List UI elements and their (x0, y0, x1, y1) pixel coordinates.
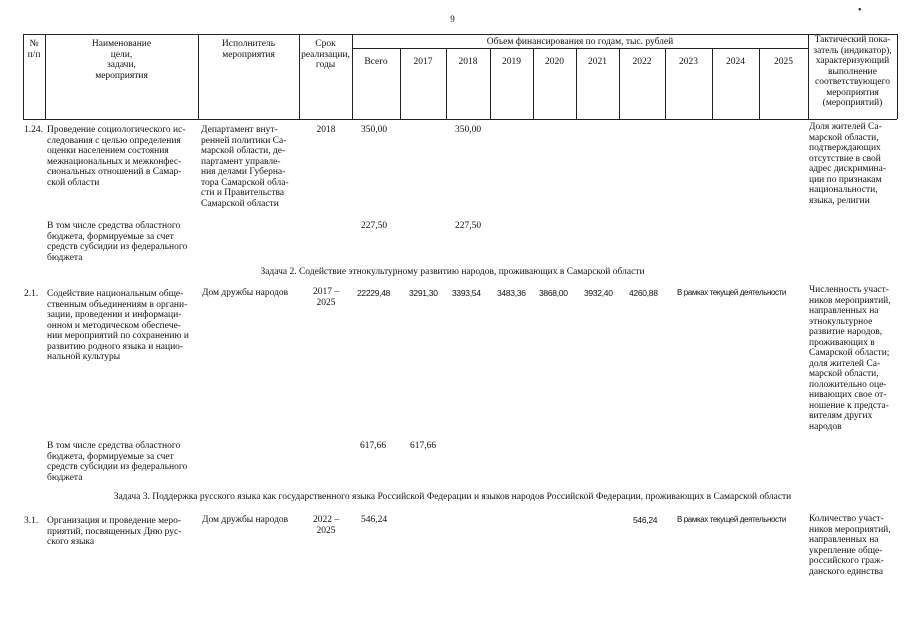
header-year-2018: 2018 (458, 57, 478, 67)
row-indicator: Численность участ- ников мероприятий, направленных на этнокультурное развитие народов, проживающих в Самарской области; доля жителей Са- марской области, положительно оце- нивающих свое от- ношение к предста- вителям других народов (809, 285, 891, 432)
row-number: 1.24. (24, 125, 43, 135)
header-year-2023: 2023 (679, 57, 698, 67)
row-value-2018: 350,00 (455, 125, 482, 135)
row-value-2020: 3868,00 (539, 288, 568, 298)
subrow-name: В том числе средства областного бюджета, формируемые за счет средств субсидии из федерального бюджета (47, 441, 188, 483)
page-number: 9 (450, 14, 455, 24)
row-indicator: Количество участ- ников мероприятий, направленных на укрепление обще- российского граж- данского единства (809, 514, 891, 577)
row-executor: Департамент внут- ренней политики Са- марской области, де- партамент управле- ния делами Губерна- тора Самарской обла- сти и Правительства Самарской области (201, 125, 289, 209)
header-year-2019: 2019 (502, 57, 521, 67)
header-year-2020: 2020 (545, 57, 564, 67)
task-heading: Задача 2. Содействие этнокультурному развитию народов, проживающих в Самарской области (260, 267, 645, 277)
task-heading: Задача 3. Поддержка русского языка как государственного языка Российской Федерации и языков народов Российской Федерации, проживающих в Самарской области (113, 492, 792, 502)
subrow-value-2017: 617,66 (410, 441, 437, 451)
header-year-2017: 2017 (413, 57, 433, 67)
header-volume: Объем финансирования по годам, тыс. рублей (486, 37, 674, 47)
header-year-2025: 2025 (774, 57, 793, 67)
row-current-activity: В рамках текущей деятельности (677, 288, 786, 297)
subrow-total: 227,50 (361, 221, 388, 231)
subrow-name: В том числе средства областного бюджета, формируемые за счет средств субсидии из федерального бюджета (47, 221, 188, 263)
header-year-2021: 2021 (588, 57, 607, 67)
header-total: Всего (364, 57, 388, 67)
header-name: Наименование цели, задачи, мероприятия (91, 39, 152, 81)
corner-mark: • (858, 5, 862, 16)
row-value-2022: 546,24 (633, 515, 658, 525)
row-executor: Дом дружбы народов (202, 288, 289, 298)
row-value-2017: 3291,30 (409, 288, 438, 298)
row-total: 22229,48 (357, 288, 391, 298)
header-year-2024: 2024 (726, 57, 745, 67)
row-name: Содействие национальным обще- ственным объединениям в органи- зации, проведении и информаци- онном и методическом обеспече- нии мероприятий по сохранению и развитию родного языка и нацио- нальной культуры (47, 289, 190, 362)
header-executor: Исполнитель мероприятия (221, 39, 276, 60)
header-indicator: Тактический пока- затель (индикатор), характеризующий выполнение соответствующего мероприятия (мероприятий) (813, 35, 892, 108)
row-name: Организация и проведение меро- приятий, посвященных Дню рус- ского языка (47, 516, 182, 547)
row-number: 3.1. (24, 516, 39, 526)
row-total: 546,24 (361, 515, 388, 525)
row-term: 2017 – 2025 (312, 287, 340, 308)
row-indicator: Доля жителей Са- марской области, подтверждающих отсутствие в свой адрес дискримина- ции по признакам национальности, языка, религии (809, 122, 886, 206)
row-total: 350,00 (361, 125, 388, 135)
header-term: Срок реализации, годы (301, 39, 350, 70)
row-term: 2018 (316, 125, 336, 135)
row-value-2021: 3932,40 (584, 288, 613, 298)
row-number: 2.1. (24, 289, 39, 299)
subrow-total: 617,66 (360, 441, 387, 451)
row-current-activity: В рамках текущей деятельности (677, 515, 786, 524)
row-value-2019: 3483,36 (497, 288, 526, 298)
row-value-2018: 3393,54 (452, 288, 481, 298)
header-num: № п/п (27, 39, 41, 60)
row-value-2022: 4260,88 (629, 288, 658, 298)
row-name: Проведение социологического ис- следования с целью определения оценки населением состояния межнациональных и межконфес- сиональных отношений в Самар- ской области (47, 125, 186, 188)
row-term: 2022 – 2025 (312, 515, 340, 536)
header-year-2022: 2022 (632, 57, 652, 67)
row-executor: Дом дружбы народов (202, 515, 289, 525)
subrow-value-2018: 227,50 (455, 221, 482, 231)
